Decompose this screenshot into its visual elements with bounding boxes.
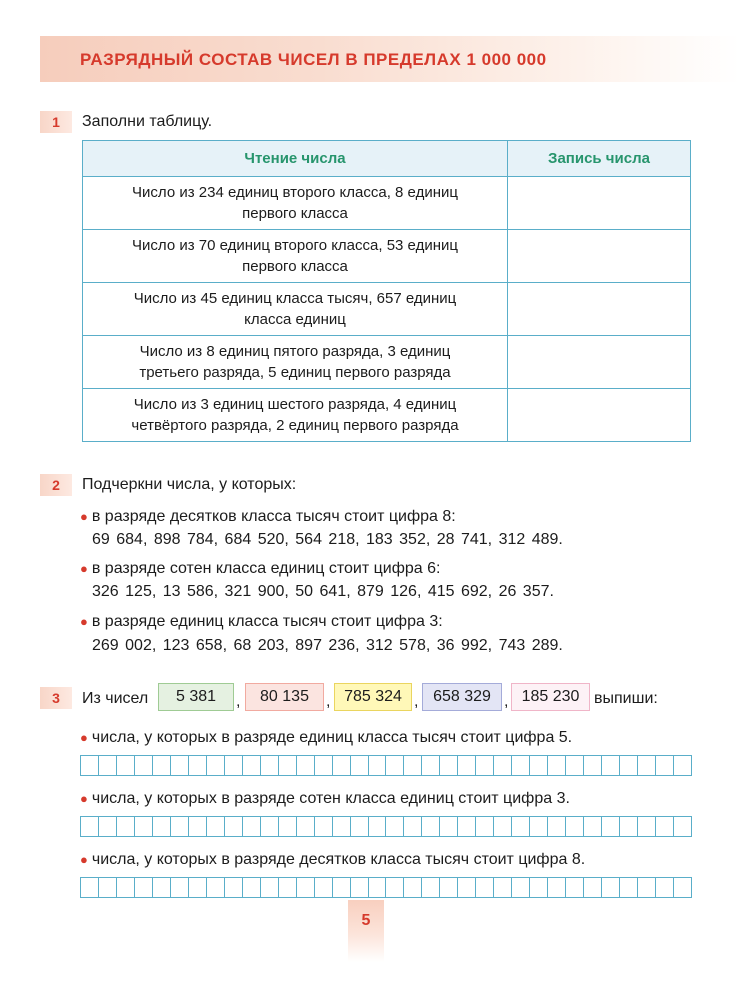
- separator-comma: ,: [414, 693, 419, 710]
- answer-cell[interactable]: [508, 177, 691, 230]
- reading-cell: [83, 336, 508, 389]
- number-chip: 658 329: [422, 683, 502, 711]
- number-chip: 785 324: [334, 683, 412, 711]
- grid-cell[interactable]: [458, 877, 476, 898]
- task-2-item-3: [80, 613, 443, 631]
- grid-cell[interactable]: [512, 816, 530, 837]
- table-header-row: [83, 141, 691, 177]
- reading-line: класса единиц: [244, 311, 346, 328]
- answer-grid[interactable]: [80, 877, 692, 898]
- separator-comma: ,: [326, 693, 331, 710]
- grid-cell[interactable]: [153, 816, 171, 837]
- grid-cell[interactable]: [243, 816, 261, 837]
- task-number-1: 1: [40, 111, 72, 133]
- task-3-prefix: Из чисел: [82, 690, 149, 707]
- grid-cell[interactable]: [117, 816, 135, 837]
- grid-cell[interactable]: [369, 755, 387, 776]
- grid-cell[interactable]: [369, 816, 387, 837]
- grid-cell[interactable]: [602, 877, 620, 898]
- grid-cell[interactable]: [584, 755, 602, 776]
- grid-cell[interactable]: [422, 755, 440, 776]
- answer-cell[interactable]: [508, 230, 691, 283]
- answer-cell[interactable]: [508, 283, 691, 336]
- grid-cell[interactable]: [333, 877, 351, 898]
- grid-cell[interactable]: [297, 816, 315, 837]
- grid-cell[interactable]: [494, 877, 512, 898]
- grid-cell[interactable]: [279, 877, 297, 898]
- grid-cell[interactable]: [225, 755, 243, 776]
- grid-cell[interactable]: [638, 877, 656, 898]
- grid-cell[interactable]: [404, 816, 422, 837]
- grid-cell[interactable]: [674, 816, 692, 837]
- grid-cell[interactable]: [476, 755, 494, 776]
- grid-cell[interactable]: [189, 816, 207, 837]
- grid-cell[interactable]: [315, 755, 333, 776]
- grid-cell[interactable]: [351, 877, 369, 898]
- grid-cell[interactable]: [153, 877, 171, 898]
- reading-line: Число из 70 единиц второго класса, 53 единиц: [132, 237, 458, 254]
- grid-cell[interactable]: [638, 755, 656, 776]
- grid-cell[interactable]: [117, 755, 135, 776]
- grid-cell[interactable]: [440, 755, 458, 776]
- grid-cell[interactable]: [656, 755, 674, 776]
- grid-cell[interactable]: [333, 816, 351, 837]
- grid-cell[interactable]: [279, 816, 297, 837]
- grid-cell[interactable]: [99, 877, 117, 898]
- grid-cell[interactable]: [458, 755, 476, 776]
- grid-cell[interactable]: [530, 816, 548, 837]
- task-3-item-1: [80, 729, 572, 747]
- task-3-item-label: числа, у которых в разряде сотен класса единиц стоит цифра 3.: [91, 790, 570, 807]
- grid-cell[interactable]: [674, 877, 692, 898]
- task-2-item-label: в разряде единиц класса тысяч стоит цифра 3:: [91, 613, 443, 630]
- grid-cell[interactable]: [99, 816, 117, 837]
- table-row: [83, 389, 691, 442]
- number-list[interactable]: 69 684, 898 784, 684 520, 564 218, 183 352, 28 741, 312 489.: [92, 531, 563, 548]
- grid-cell[interactable]: [189, 755, 207, 776]
- bullet-icon: ●: [80, 791, 88, 806]
- task-2-instruction: Подчеркни числа, у которых:: [82, 476, 297, 493]
- grid-cell[interactable]: [404, 877, 422, 898]
- grid-cell[interactable]: [189, 877, 207, 898]
- reading-line: четвёртого разряда, 2 единиц первого разряда: [131, 417, 459, 434]
- grid-cell[interactable]: [566, 877, 584, 898]
- grid-cell[interactable]: [386, 816, 404, 837]
- grid-cell[interactable]: [476, 877, 494, 898]
- grid-cell[interactable]: [351, 816, 369, 837]
- bullet-icon: ●: [80, 852, 88, 867]
- grid-cell[interactable]: [207, 816, 225, 837]
- grid-cell[interactable]: [261, 755, 279, 776]
- grid-cell[interactable]: [351, 755, 369, 776]
- grid-cell[interactable]: [99, 755, 117, 776]
- table-row: [83, 230, 691, 283]
- grid-cell[interactable]: [386, 755, 404, 776]
- grid-cell[interactable]: [297, 877, 315, 898]
- reading-cell: [83, 283, 508, 336]
- grid-cell[interactable]: [512, 755, 530, 776]
- grid-cell[interactable]: [297, 755, 315, 776]
- grid-cell[interactable]: [530, 755, 548, 776]
- grid-cell[interactable]: [279, 755, 297, 776]
- fill-in-table: [82, 140, 691, 442]
- grid-cell[interactable]: [117, 877, 135, 898]
- answer-grid[interactable]: [80, 816, 692, 837]
- number-chip: 80 135: [245, 683, 324, 711]
- grid-cell[interactable]: [440, 877, 458, 898]
- grid-cell[interactable]: [171, 816, 189, 837]
- task-2-item-label: в разряде десятков класса тысяч стоит цифра 8:: [91, 508, 456, 525]
- grid-cell[interactable]: [566, 816, 584, 837]
- grid-cell[interactable]: [135, 755, 153, 776]
- number-list[interactable]: 326 125, 13 586, 321 900, 50 641, 879 126, 415 692, 26 357.: [92, 583, 554, 600]
- grid-cell[interactable]: [81, 877, 99, 898]
- table-row: [83, 177, 691, 230]
- reading-line: Число из 234 единиц второго класса, 8 единиц: [132, 184, 458, 201]
- grid-cell[interactable]: [620, 816, 638, 837]
- answer-cell[interactable]: [508, 389, 691, 442]
- answer-cell[interactable]: [508, 336, 691, 389]
- task-number-2: 2: [40, 474, 72, 496]
- grid-cell[interactable]: [171, 755, 189, 776]
- grid-cell[interactable]: [440, 816, 458, 837]
- grid-cell[interactable]: [135, 816, 153, 837]
- reading-line: Число из 3 единиц шестого разряда, 4 единиц: [133, 396, 457, 413]
- task-1-instruction: Заполни таблицу.: [82, 113, 213, 130]
- grid-cell[interactable]: [620, 755, 638, 776]
- task-3-item-3: [80, 851, 585, 869]
- grid-cell[interactable]: [656, 877, 674, 898]
- separator-comma: ,: [504, 693, 509, 710]
- grid-cell[interactable]: [225, 816, 243, 837]
- reading-line: третьего разряда, 5 единиц первого разряда: [139, 364, 451, 381]
- grid-cell[interactable]: [261, 877, 279, 898]
- reading-line: первого класса: [242, 205, 348, 222]
- grid-cell[interactable]: [171, 877, 189, 898]
- bullet-icon: ●: [80, 561, 88, 576]
- grid-cell[interactable]: [620, 877, 638, 898]
- grid-cell[interactable]: [530, 877, 548, 898]
- grid-cell[interactable]: [674, 755, 692, 776]
- separator-comma: ,: [236, 693, 241, 710]
- grid-cell[interactable]: [584, 816, 602, 837]
- grid-cell[interactable]: [207, 755, 225, 776]
- page-number: 5: [348, 900, 384, 962]
- column-header-reading: Чтение числа: [83, 141, 508, 177]
- grid-cell[interactable]: [422, 877, 440, 898]
- bullet-icon: ●: [80, 614, 88, 629]
- grid-cell[interactable]: [386, 877, 404, 898]
- grid-cell[interactable]: [602, 816, 620, 837]
- task-3-item-label: числа, у которых в разряде единиц класса тысяч стоит цифра 5.: [91, 729, 573, 746]
- grid-cell[interactable]: [494, 755, 512, 776]
- grid-cell[interactable]: [261, 816, 279, 837]
- grid-cell[interactable]: [548, 877, 566, 898]
- bullet-icon: ●: [80, 730, 88, 745]
- grid-cell[interactable]: [458, 816, 476, 837]
- task-3-item-label: числа, у которых в разряде десятков класса тысяч стоит цифра 8.: [91, 851, 586, 868]
- grid-cell[interactable]: [315, 877, 333, 898]
- reading-line: Число из 45 единиц класса тысяч, 657 единиц: [133, 290, 457, 307]
- task-3-suffix: выпиши:: [594, 690, 658, 707]
- grid-cell[interactable]: [333, 755, 351, 776]
- number-chip: 5 381: [158, 683, 234, 711]
- reading-line: первого класса: [242, 258, 348, 275]
- grid-cell[interactable]: [548, 816, 566, 837]
- grid-cell[interactable]: [81, 816, 99, 837]
- grid-cell[interactable]: [422, 816, 440, 837]
- grid-cell[interactable]: [225, 877, 243, 898]
- number-chip: 185 230: [511, 683, 590, 711]
- grid-cell[interactable]: [243, 755, 261, 776]
- reading-cell: [83, 389, 508, 442]
- number-list[interactable]: 269 002, 123 658, 68 203, 897 236, 312 578, 36 992, 743 289.: [92, 637, 563, 654]
- reading-cell: [83, 230, 508, 283]
- column-header-notation: Запись числа: [508, 141, 691, 177]
- table-row: [83, 336, 691, 389]
- grid-cell[interactable]: [566, 755, 584, 776]
- task-number-3: 3: [40, 687, 72, 709]
- answer-grid[interactable]: [80, 755, 692, 776]
- grid-cell[interactable]: [584, 877, 602, 898]
- grid-cell[interactable]: [135, 877, 153, 898]
- grid-cell[interactable]: [512, 877, 530, 898]
- grid-cell[interactable]: [476, 816, 494, 837]
- grid-cell[interactable]: [494, 816, 512, 837]
- reading-cell: [83, 177, 508, 230]
- grid-cell[interactable]: [404, 755, 422, 776]
- bullet-icon: ●: [80, 509, 88, 524]
- task-2-item-label: в разряде сотен класса единиц стоит цифра 6:: [91, 560, 441, 577]
- grid-cell[interactable]: [548, 755, 566, 776]
- grid-cell[interactable]: [656, 816, 674, 837]
- grid-cell[interactable]: [369, 877, 387, 898]
- task-3-item-2: [80, 790, 570, 808]
- grid-cell[interactable]: [243, 877, 261, 898]
- grid-cell[interactable]: [81, 755, 99, 776]
- grid-cell[interactable]: [315, 816, 333, 837]
- grid-cell[interactable]: [602, 755, 620, 776]
- task-2-item-1: [80, 508, 456, 526]
- grid-cell[interactable]: [153, 755, 171, 776]
- task-2-item-2: [80, 560, 440, 578]
- reading-line: Число из 8 единиц пятого разряда, 3 единиц: [139, 343, 451, 360]
- grid-cell[interactable]: [207, 877, 225, 898]
- table-row: [83, 283, 691, 336]
- grid-cell[interactable]: [638, 816, 656, 837]
- page-title: РАЗРЯДНЫЙ СОСТАВ ЧИСЕЛ В ПРЕДЕЛАХ 1 000 000: [80, 50, 547, 69]
